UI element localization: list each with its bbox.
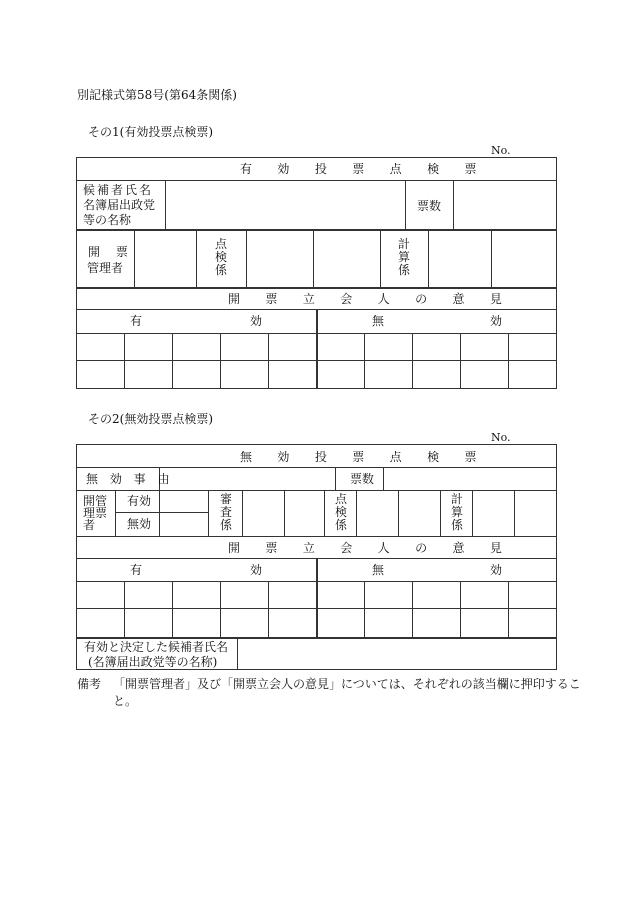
part1-valid-label: 有 xyxy=(130,314,143,328)
part2-calc-label: 計算係 xyxy=(450,492,463,532)
part2-valid-label: 有 xyxy=(130,563,143,577)
part2-invalid-label: 無 xyxy=(372,563,385,577)
part2-valid-label2: 効 xyxy=(250,563,263,577)
invalid-row-label: 無効 xyxy=(127,517,152,531)
reason-label: 無 効 事 由 xyxy=(86,472,174,486)
review-label: 審査係 xyxy=(219,492,232,532)
part1-valid-label2: 効 xyxy=(250,314,263,328)
manager-label-2: 管理者 xyxy=(87,261,124,275)
part1-invalid-label: 無 xyxy=(372,314,385,328)
decided-label-2: (名簿届出政党等の名称) xyxy=(88,655,218,669)
checker-label: 点検係 xyxy=(214,237,227,277)
part2-heading: その2(無効投票点検票) xyxy=(88,412,213,426)
manager-label-1: 開 票 xyxy=(88,245,134,259)
part1-no-label: No. xyxy=(491,144,511,157)
part2-witness-title: 開 票 立 会 人 の 意 見 xyxy=(228,541,513,555)
part2-checker-label: 点検係 xyxy=(334,492,347,532)
form-title: 別記様式第58号(第64条関係) xyxy=(77,88,237,102)
part2-manager-label: 開管理票者 xyxy=(83,494,108,532)
part2-table-title: 無 効 投 票 点 検 票 xyxy=(240,450,488,464)
votes-label: 票数 xyxy=(417,199,442,213)
valid-row-label: 有効 xyxy=(127,494,152,508)
part1-heading: その1(有効投票点検票) xyxy=(88,125,213,139)
part1-witness-title: 開 票 立 会 人 の 意 見 xyxy=(228,292,513,306)
note-text-2: と。 xyxy=(113,694,138,708)
part2-invalid-label2: 効 xyxy=(490,563,503,577)
calc-label: 計算係 xyxy=(397,237,410,277)
candidate-label-2: 名簿届出政党 xyxy=(83,198,156,212)
part1-table-title: 有 効 投 票 点 検 票 xyxy=(240,162,488,176)
note-label: 備考 xyxy=(77,677,102,691)
note-text-1: 「開票管理者」及び「開票立会人の意見」については、それぞれの該当欄に押印するこ xyxy=(113,677,581,691)
part1-invalid-label2: 効 xyxy=(490,314,503,328)
part2-votes-label: 票数 xyxy=(350,472,375,486)
part2-no-label: No. xyxy=(491,431,511,444)
decided-label-1: 有効と決定した候補者氏名 xyxy=(84,640,229,654)
candidate-label-3: 等の名称 xyxy=(83,213,132,227)
candidate-label-1: 候補者氏名 xyxy=(83,183,154,197)
